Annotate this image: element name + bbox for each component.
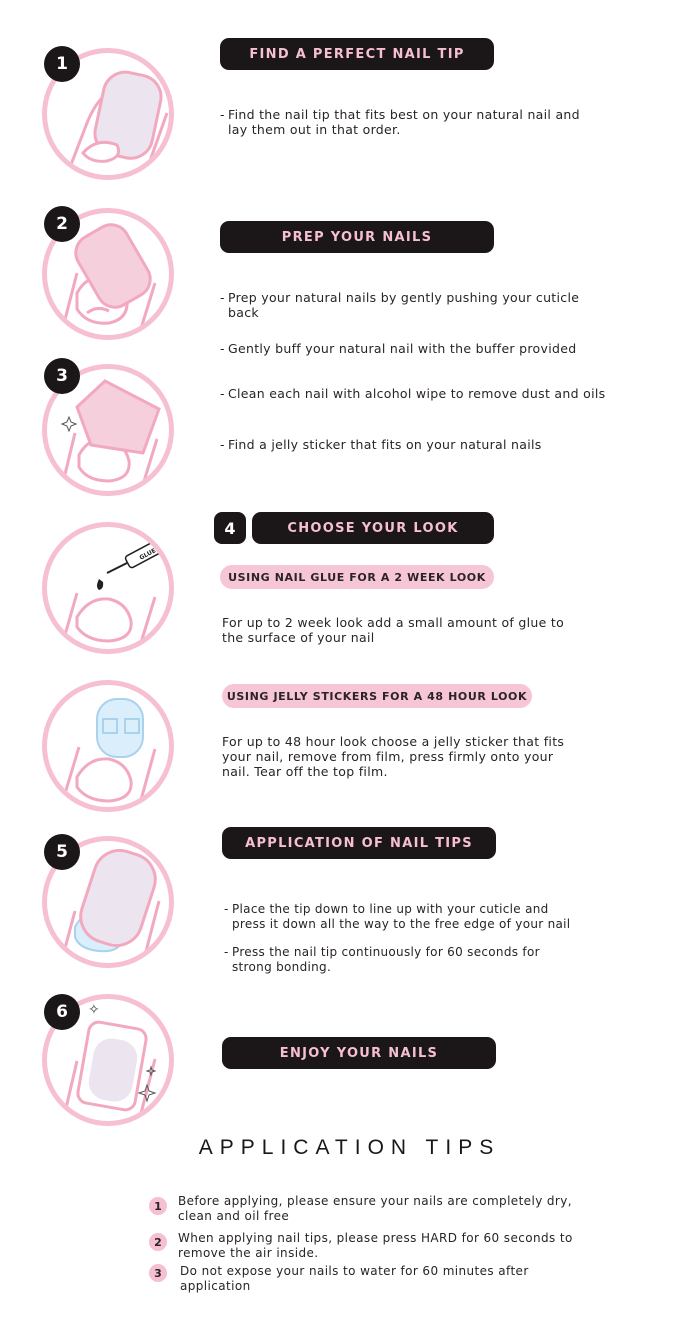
step-4-glue-illustration: [42, 522, 174, 654]
step-1-title: FIND A PERFECT NAIL TIP: [220, 38, 494, 70]
step-number-4: 4: [214, 512, 246, 544]
step-2-bullet-2: - Gently buff your natural nail with the buffer provided: [220, 341, 577, 356]
step-number-2: 2: [44, 206, 80, 242]
step-4-sticker-illustration: [42, 680, 174, 812]
tip-text-1: Before applying, please ensure your nails are completely dry, clean and oil free: [178, 1194, 572, 1223]
jelly-sticker-icon: [47, 685, 169, 807]
step-5-bullet-1: - Place the tip down to line up with your cuticle and press it down all the way to the free edge of your nail: [224, 902, 571, 931]
step-number-1: 1: [44, 46, 80, 82]
sticker-option-text: For up to 48 hour look choose a jelly sticker that fits your nail, remove from film, press firmly onto your nail. Tear off the top film.: [222, 734, 565, 779]
step-2-bullet-1: - Prep your natural nails by gently pushing your cuticle back: [220, 290, 580, 320]
sparkle-icon: ✧: [88, 1002, 100, 1018]
step-5-bullet-2: - Press the nail tip continuously for 60 seconds for strong bonding.: [224, 945, 540, 974]
step-2-title: PREP YOUR NAILS: [220, 221, 494, 253]
step-6-title: ENJOY YOUR NAILS: [222, 1037, 496, 1069]
step-number-6: 6: [44, 994, 80, 1030]
glue-option-label: USING NAIL GLUE FOR A 2 WEEK LOOK: [220, 565, 494, 589]
tip-text-3: Do not expose your nails to water for 60 minutes after application: [180, 1264, 529, 1293]
step-2-bullet-3: - Clean each nail with alcohol wipe to remove dust and oils: [220, 386, 606, 401]
step-4-title: CHOOSE YOUR LOOK: [252, 512, 494, 544]
step-5-title: APPLICATION OF NAIL TIPS: [222, 827, 496, 859]
step-1-bullet: - Find the nail tip that fits best on your natural nail and lay them out in that order.: [220, 107, 580, 137]
glue-option-text: For up to 2 week look add a small amount of glue to the surface of your nail: [222, 615, 565, 645]
glue-label: GLUE: [138, 547, 158, 562]
glue-tube-icon: [47, 527, 169, 649]
step-2-bullet-4: - Find a jelly sticker that fits on your natural nails: [220, 437, 542, 452]
tip-number-1: 1: [149, 1197, 167, 1215]
tip-text-2: When applying nail tips, please press HARD for 60 seconds to remove the air inside.: [178, 1231, 573, 1260]
tip-number-2: 2: [149, 1233, 167, 1251]
sticker-option-label: USING JELLY STICKERS FOR A 48 HOUR LOOK: [222, 684, 532, 708]
step-number-3: 3: [44, 358, 80, 394]
step-number-5: 5: [44, 834, 80, 870]
tips-title: APPLICATION TIPS: [198, 1136, 501, 1159]
tip-number-3: 3: [149, 1264, 167, 1282]
